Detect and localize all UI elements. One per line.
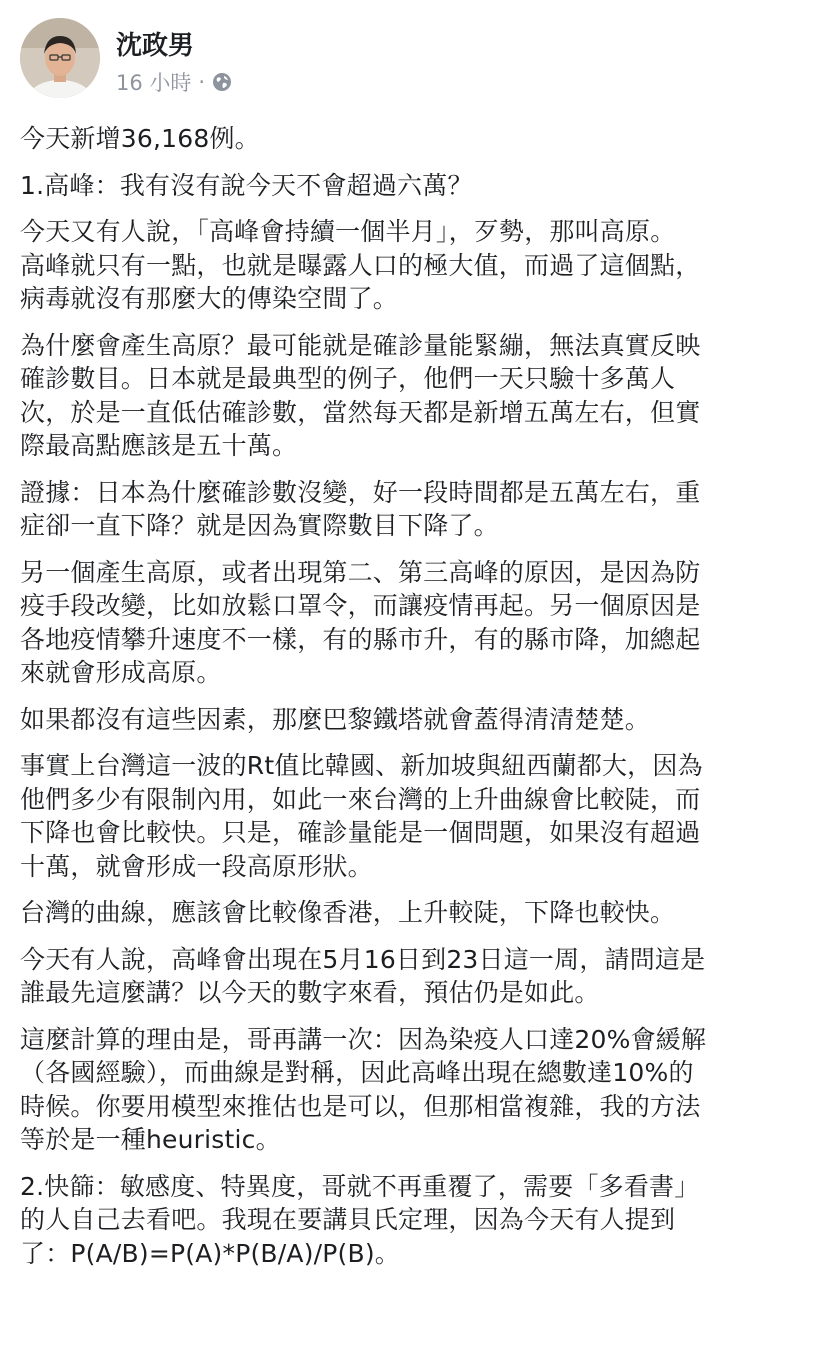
meta-separator: ·	[198, 70, 206, 94]
author-name[interactable]: 沈政男	[116, 31, 195, 61]
text-line: 為什麼會產生高原？最可能就是確診量能緊繃，無法真實反映	[20, 330, 701, 360]
paragraph	[20, 556, 810, 690]
avatar[interactable]	[20, 18, 100, 98]
text-line: 台灣的曲線，應該會比較像香港，上升較陡，下降也較快。	[20, 898, 676, 927]
post-meta	[116, 68, 232, 96]
text-line: 時候。你要用模型來推估也是可以，但那相當複雜，我的方法	[20, 1091, 701, 1121]
paragraph	[20, 329, 810, 463]
text-line: 來就會形成高原。	[20, 658, 222, 687]
post-timestamp[interactable]: 16 小時	[116, 71, 192, 95]
text-line: 他們多少有限制內用，如此一來台灣的上升曲線會比較陡，而	[20, 784, 701, 814]
text-line: 高峰就只有一點，也就是曝露人口的極大值，而過了這個點，	[20, 250, 701, 280]
text-line: 今天有人說，高峰會出現在5月16日到23日這一周，請問這是	[20, 944, 706, 974]
paragraph	[20, 476, 810, 543]
text-line: 這麼計算的理由是，哥再講一次：因為染疫人口達20%會緩解	[20, 1024, 707, 1054]
text-line: 各地疫情攀升速度不一樣，有的縣市升，有的縣市降，加總起	[20, 624, 701, 654]
paragraph	[20, 122, 810, 156]
text-line: 的人自己去看吧。我現在要講貝氏定理，因為今天有人提到	[20, 1205, 676, 1234]
text-line: 次，於是一直低估確診數，當然每天都是新增五萬左右，但實	[20, 397, 701, 427]
text-line: 事實上台灣這一波的Rt值比韓國、新加坡與紐西蘭都大，因為	[20, 751, 703, 780]
avatar-photo	[20, 18, 100, 98]
text-line: 另一個產生高原，或者出現第二、第三高峰的原因，是因為防	[20, 557, 701, 587]
text-line: 證據：日本為什麼確診數沒變，好一段時間都是五萬左右，重	[20, 477, 701, 507]
text-line: 今天又有人說，「高峰會持續一個半月」，歹勢，那叫高原。	[20, 217, 676, 246]
paragraph	[20, 703, 810, 737]
text-line: （各國經驗），而曲線是對稱，因此高峰出現在總數達10%的	[20, 1058, 694, 1087]
text-line: 確診數目。日本就是最典型的例子，他們一天只驗十多萬人	[20, 364, 676, 393]
post-header	[20, 18, 810, 102]
paragraph	[20, 169, 810, 203]
text-line: 了：P(A/B)=P(A)*P(B/A)/P(B)。	[20, 1238, 401, 1268]
text-line: 症卻一直下降？就是因為實際數目下降了。	[20, 511, 499, 540]
paragraph	[20, 943, 810, 1010]
paragraph	[20, 1023, 810, 1157]
text-line: 際最高點應該是五十萬。	[20, 431, 298, 460]
text-line: 誰最先這麼講？以今天的數字來看，預估仍是如此。	[20, 978, 600, 1007]
text-line: 2.快篩：敏感度、特異度，哥就不再重覆了，需要「多看書」	[20, 1171, 700, 1201]
text-line: 十萬，就會形成一段高原形狀。	[20, 851, 373, 881]
paragraph	[20, 1170, 810, 1271]
text-line: 如果都沒有這些因素，那麼巴黎鐵塔就會蓋得清清楚楚。	[20, 704, 651, 734]
text-line: 1.高峰：我有沒有說今天不會超過六萬？	[20, 170, 473, 200]
post-body	[20, 122, 810, 1283]
text-line: 疫手段改變，比如放鬆口罩令，而讓疫情再起。另一個原因是	[20, 591, 701, 620]
paragraph	[20, 749, 810, 883]
paragraph	[20, 215, 810, 316]
text-line: 下降也會比較快。只是，確診量能是一個問題，如果沒有超過	[20, 818, 701, 847]
text-line: 病毒就沒有那麼大的傳染空間了。	[20, 284, 399, 313]
paragraph	[20, 896, 810, 930]
text-line: 今天新增36,168例。	[20, 124, 260, 153]
globe-icon	[212, 72, 232, 92]
text-line: 等於是一種heuristic。	[20, 1125, 281, 1154]
